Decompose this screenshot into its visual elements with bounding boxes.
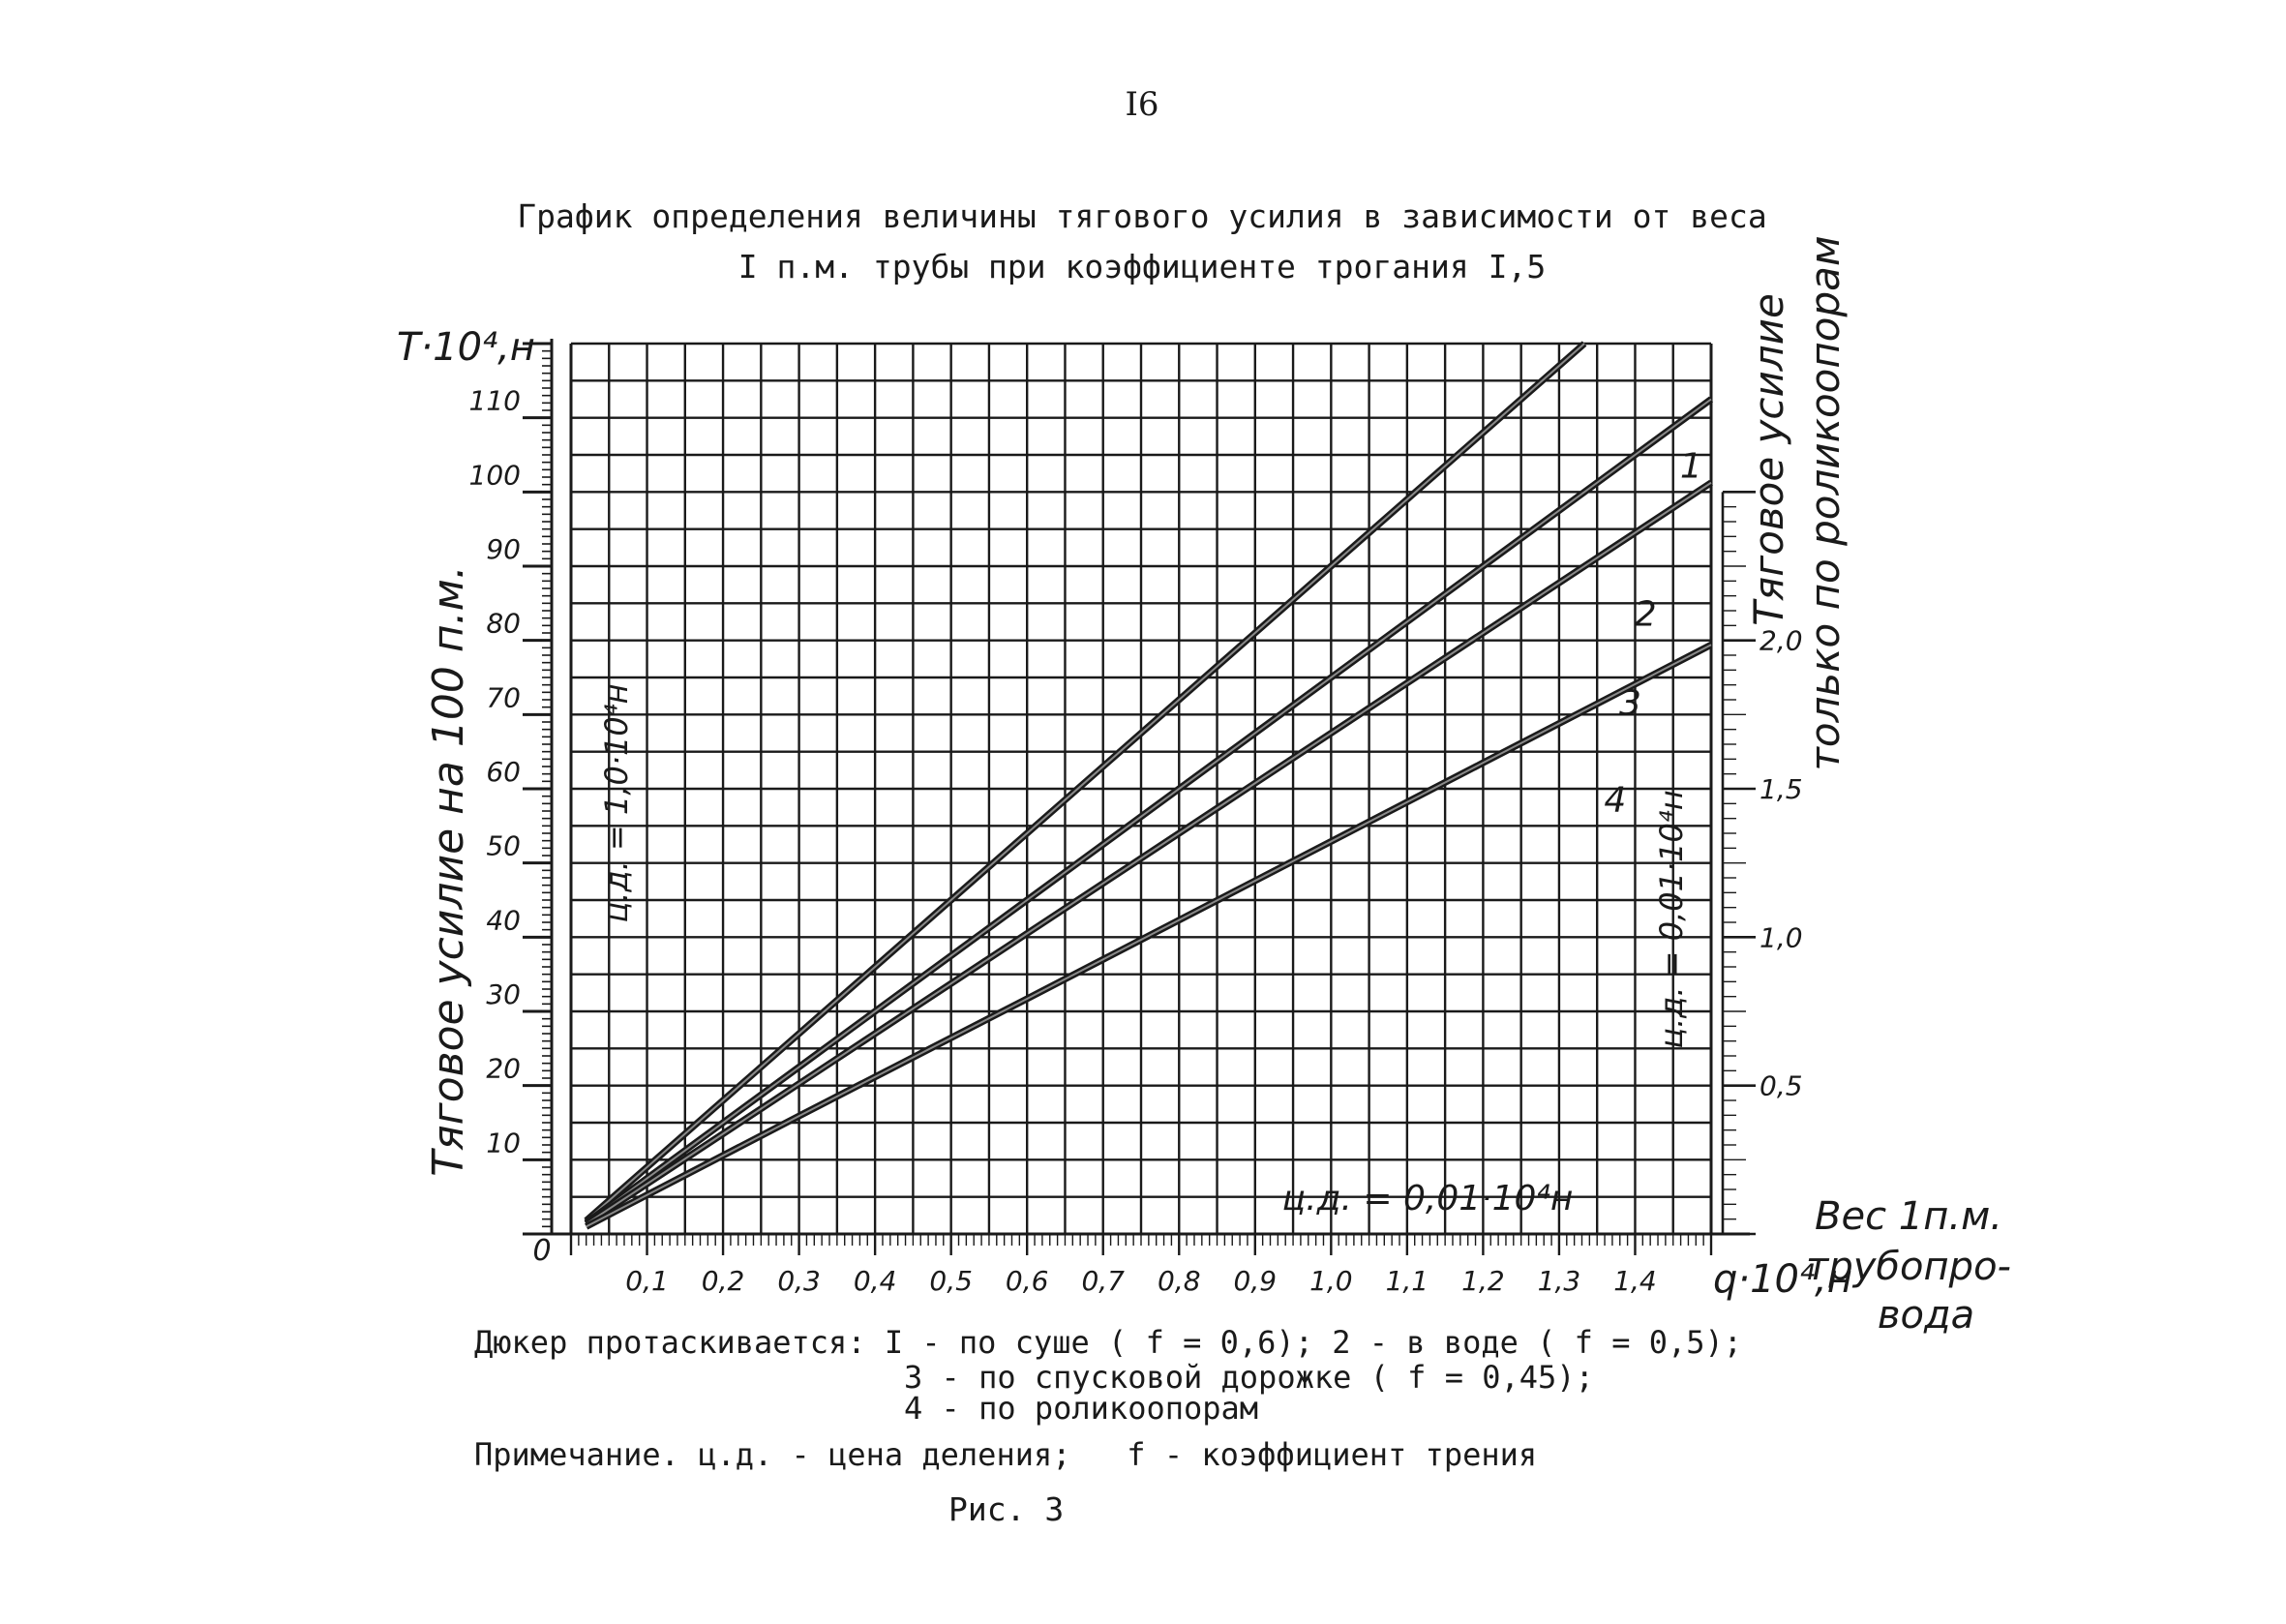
y-division-note: ц.д. = 1,0·10⁴н: [598, 683, 635, 923]
x-tick-label: 0,1: [625, 1265, 669, 1297]
x-tick-label: 1,2: [1461, 1265, 1505, 1297]
series-4-line-core: [587, 645, 1711, 1226]
chart-series: [587, 344, 1711, 1226]
y-tick-label: 110: [468, 384, 521, 417]
page-number: I6: [1125, 85, 1159, 124]
series-2-line-core: [587, 400, 1711, 1223]
x-tick-label: 0,9: [1233, 1265, 1278, 1297]
x-division-note: ц.д. = 0,01·10⁴н: [1281, 1179, 1574, 1218]
y-axis-title: Тяговое усилие на 100 п.м.: [424, 565, 473, 1177]
x-tick-label: 0,6: [1005, 1265, 1049, 1297]
series-3-line-core: [587, 483, 1711, 1224]
x-axis-title-line-2: трубопро-: [1806, 1245, 2011, 1289]
x-axis-title-line-3: вода: [1877, 1293, 1975, 1338]
y2-tick-label: 0,5: [1760, 1069, 1803, 1102]
x-tick-label: 0,7: [1081, 1265, 1125, 1297]
y-tick-label: 30: [486, 978, 521, 1010]
caption-line-3: 4 - по роликоопорам: [904, 1390, 1259, 1427]
y2-axis-title-line-1: Тяговое усилие: [1745, 293, 1792, 626]
series-2-label: 2: [1634, 594, 1657, 635]
chart-title-line-1: График определения величины тягового усилия в зависимости от веса: [517, 197, 1767, 235]
x-tick-label: 0,4: [853, 1265, 897, 1297]
x-tick-label: 1,3: [1537, 1265, 1581, 1297]
x-tick-label: 0,2: [701, 1265, 745, 1297]
y-tick-label: 80: [486, 607, 521, 640]
y-tick-label: 100: [468, 459, 521, 492]
y-tick-label: 10: [486, 1127, 521, 1159]
y2-division-note: ц.д. = 0,01·10⁴н: [1653, 790, 1690, 1049]
series-3-label: 3: [1619, 683, 1641, 724]
figure-label: Рис. 3: [948, 1490, 1065, 1528]
y2-tick-label: 1,5: [1760, 773, 1803, 805]
caption-line-2: 3 - по спусковой дорожке ( f = 0,45);: [904, 1359, 1594, 1396]
y-tick-label: 90: [486, 533, 521, 565]
caption-line-1: Дюкер протаскивается: I - по суше ( f = 0,6); 2 - в воде ( f = 0,5);: [474, 1324, 1743, 1361]
y-tick-label: 60: [486, 756, 521, 788]
y2-tick-label: 2,0: [1760, 624, 1803, 657]
y-tick-label: 40: [486, 904, 521, 937]
x-tick-label: 1,4: [1613, 1265, 1657, 1297]
y2-axis-title-line-2: только по роликоопорам: [1801, 235, 1849, 771]
series-1-line-core: [587, 344, 1584, 1220]
chart-grid: [571, 344, 1711, 1234]
y-axis-unit-label: T·10⁴,н: [397, 325, 535, 370]
y-tick-label: 20: [486, 1052, 521, 1085]
x-tick-label: 1,1: [1385, 1265, 1429, 1297]
x-tick-label: 0,5: [929, 1265, 973, 1297]
chart-title-line-2: I п.м. трубы при коэффициенте трогания I,5: [737, 248, 1547, 286]
origin-label: 0: [532, 1234, 552, 1268]
series-4-label: 4: [1604, 780, 1627, 821]
y-tick-label: 50: [486, 829, 521, 862]
x-axis-title-line-1: Вес 1п.м.: [1815, 1194, 2002, 1239]
x-tick-label: 0,8: [1158, 1265, 1201, 1297]
caption-note: Примечание. ц.д. - цена деления; f - коэффициент трения: [474, 1436, 1538, 1473]
x-tick-label: 1,0: [1309, 1265, 1353, 1297]
x-axis-unit-label: q·10⁴,н: [1713, 1257, 1852, 1302]
series-1-label: 1: [1679, 446, 1702, 487]
y2-tick-label: 1,0: [1760, 921, 1803, 954]
x-tick-label: 0,3: [777, 1265, 821, 1297]
y-tick-label: 70: [486, 681, 521, 714]
